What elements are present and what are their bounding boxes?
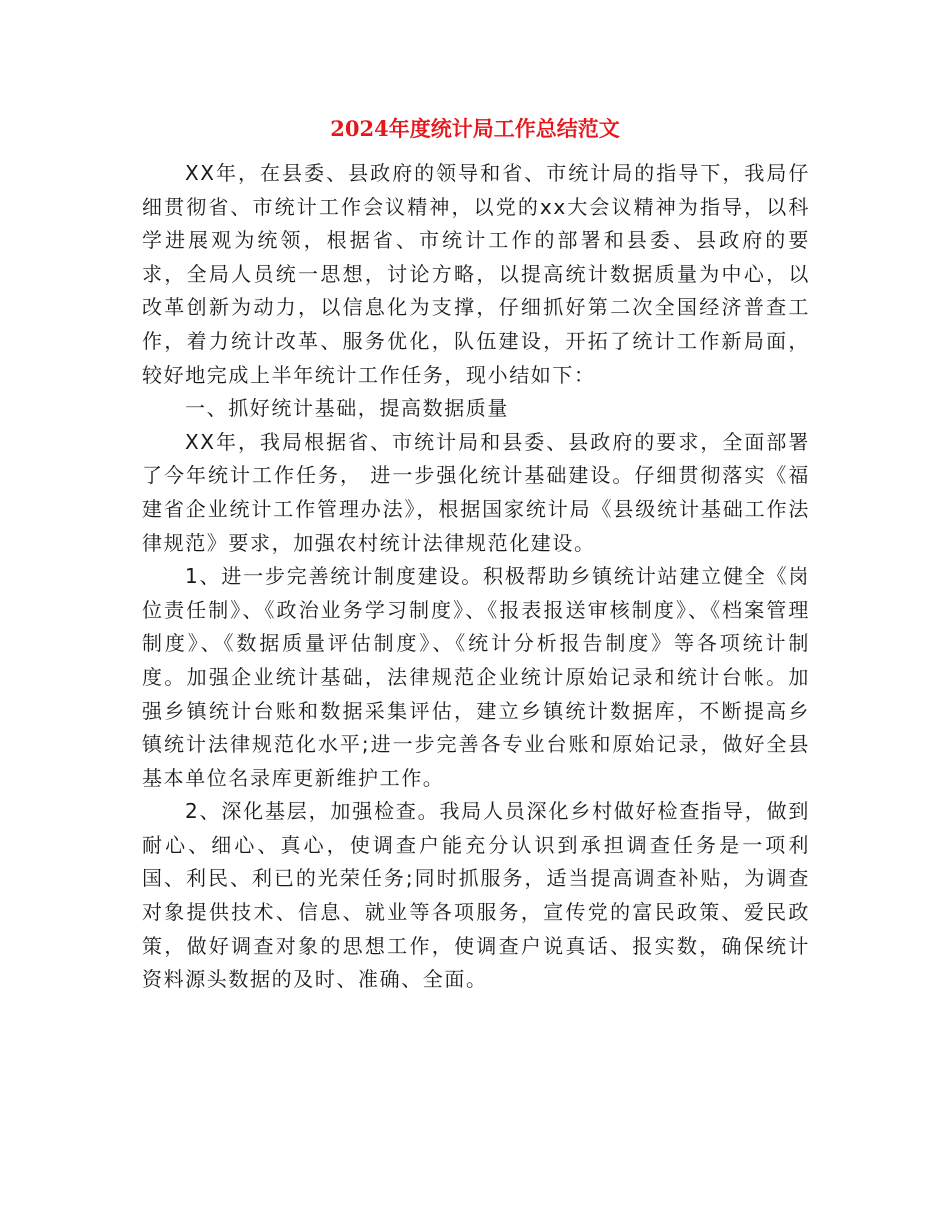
paragraph-item-1: 1、进一步完善统计制度建设。积极帮助乡镇统计站建立健全《岗位责任制》、《政治业务学习制度》、《报表报送审核制度》、《档案管理制度》、《数据质量评估制度》、《统计分析报告制度》等各项统计制度。加强企业统计基础，法律规范企业统计原始记录和统计台帐。加强乡镇统计台账和数据采集评估，建立乡镇统计数据库，不断提高乡镇统计法律规范化水平;进一步完善各专业台账和原始记录，做好全县基本单位名录库更新维护工作。 <box>142 564 810 790</box>
document-title: 2024年度统计局工作总结范文 <box>330 116 620 141</box>
document-body <box>142 157 810 997</box>
paragraph-section-1-intro: XX年，我局根据省、市统计局和县委、县政府的要求，全面部署了今年统计工作任务， 进一步强化统计基础建设。仔细贯彻落实《福建省企业统计工作管理办法》，根据国家统计局《县级统计基础工作法律规范》要求，加强农村统计法律规范化建设。 <box>142 429 810 555</box>
paragraph-item-2: 2、深化基层，加强检查。我局人员深化乡村做好检查指导，做到耐心、细心、真心，使调查户能充分认识到承担调查任务是一项利国、利民、利已的光荣任务;同时抓服务，适当提高调查补贴，为调查对象提供技术、信息、就业等各项服务，宣传党的富民政策、爱民政策，做好调查对象的思想工作，使调查户说真话、报实数，确保统计资料源头数据的及时、准确、全面。 <box>142 799 810 992</box>
paragraph-intro: XX年，在县委、县政府的领导和省、市统计局的指导下，我局仔细贯彻省、市统计工作会议精神，以党的xx大会议精神为指导，以科学进展观为统领，根据省、市统计工作的部署和县委、县政府的要求，全局人员统一思想，讨论方略，以提高统计数据质量为中心，以改革创新为动力，以信息化为支撑，仔细抓好第二次全国经济普查工作，着力统计改革、服务优化，队伍建设，开拓了统计工作新局面，较好地完成上半年统计工作任务，现小结如下： <box>142 161 810 387</box>
section-heading-1: 一、抓好统计基础，提高数据质量 <box>185 396 509 421</box>
